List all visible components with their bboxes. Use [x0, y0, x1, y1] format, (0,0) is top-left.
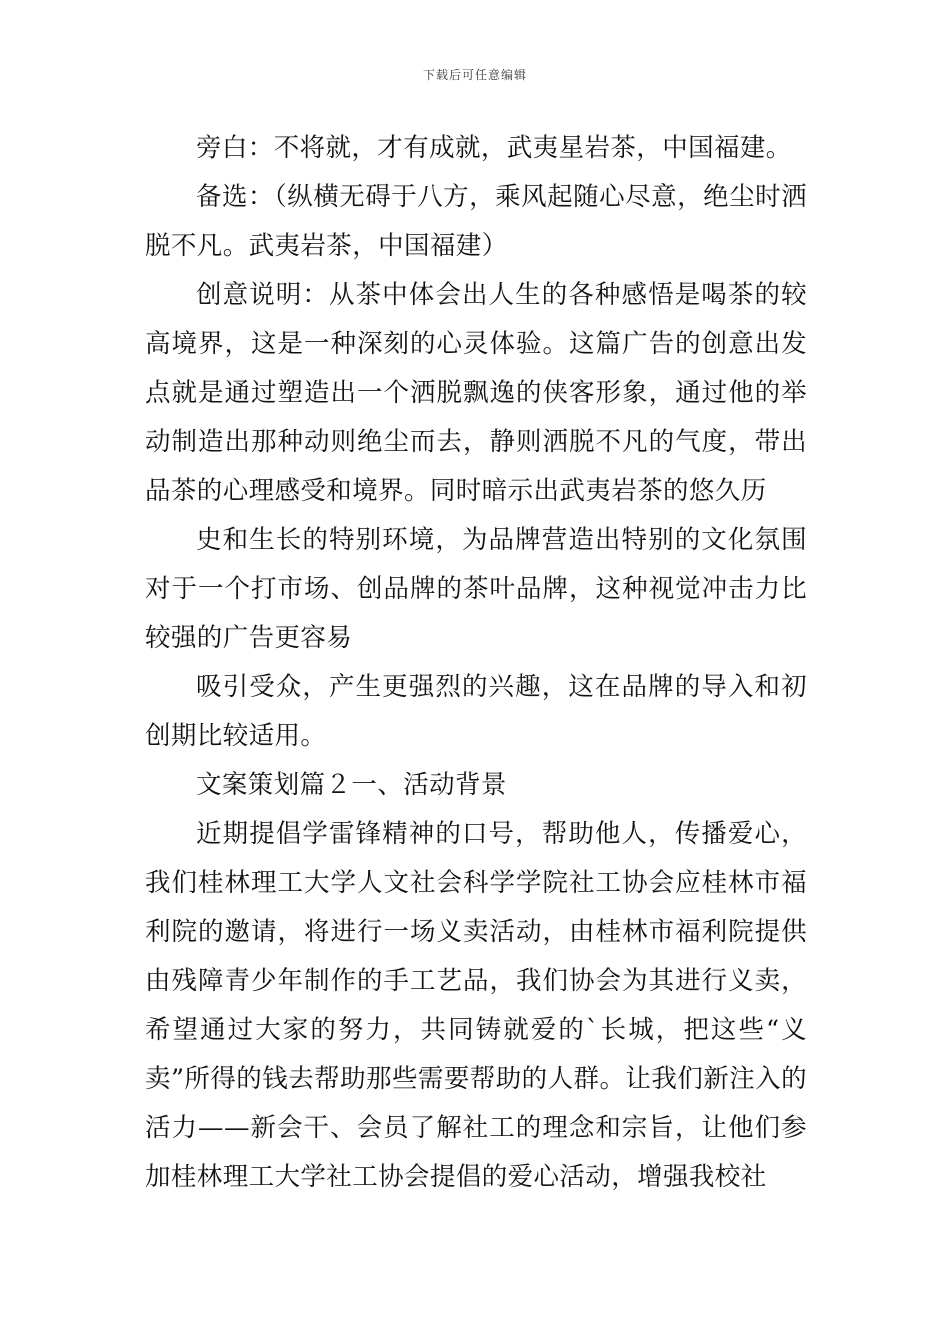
paragraph-activity-background: 近期提倡学雷锋精神的口号，帮助他人，传播爱心，我们桂林理工大学人文社会科学学院社工协会应桂林市福利院的邀请，将进行一场义卖活动，由桂林市福利院提供由残障青少年制作的手工艺品，我们协会为其进行义卖，希望通过大家的努力，共同铸就爱的`长城，把这些“义卖”所得的钱去帮助那些需要帮助的人群。让我们新注入的活力——新会干、会员了解社工的理念和宗旨，让他们参加桂林理工大学社工协会提倡的爱心活动，增强我校社	[145, 819, 807, 1192]
section-heading: 文案策划篇２一、活动背景	[196, 770, 507, 800]
header-note: 下载后可任意编辑	[422, 68, 527, 82]
paragraph-history-environment: 史和生长的特别环境，为品牌营造出特别的文化氛围对于一个打市场、创品牌的茶叶品牌，这种视觉冲击力比较强的广告更容易	[145, 525, 807, 653]
paragraph-creative-explanation: 创意说明：从茶中体会出人生的各种感悟是喝茶的较高境界，这是一种深刻的心灵体验。这篇广告的创意出发点就是通过塑造出一个洒脱飘逸的侠客形象，通过他的举动制造出那种动则绝尘而去，静则洒脱不凡的气度，带出品茶的心理感受和境界。同时暗示出武夷岩茶的悠久历	[145, 280, 807, 506]
paragraph-attract-audience: 吸引受众，产生更强烈的兴趣，这在品牌的导入和初创期比较适用。	[145, 672, 807, 751]
paragraph-alternative: 备选：（纵横无碍于八方，乘风起随心尽意，绝尘时洒脱不凡。武夷岩茶，中国福建）	[145, 182, 807, 261]
body-text	[145, 124, 807, 1202]
paragraph-narration: 旁白：不将就，才有成就，武夷星岩茶，中国福建。	[196, 133, 792, 163]
